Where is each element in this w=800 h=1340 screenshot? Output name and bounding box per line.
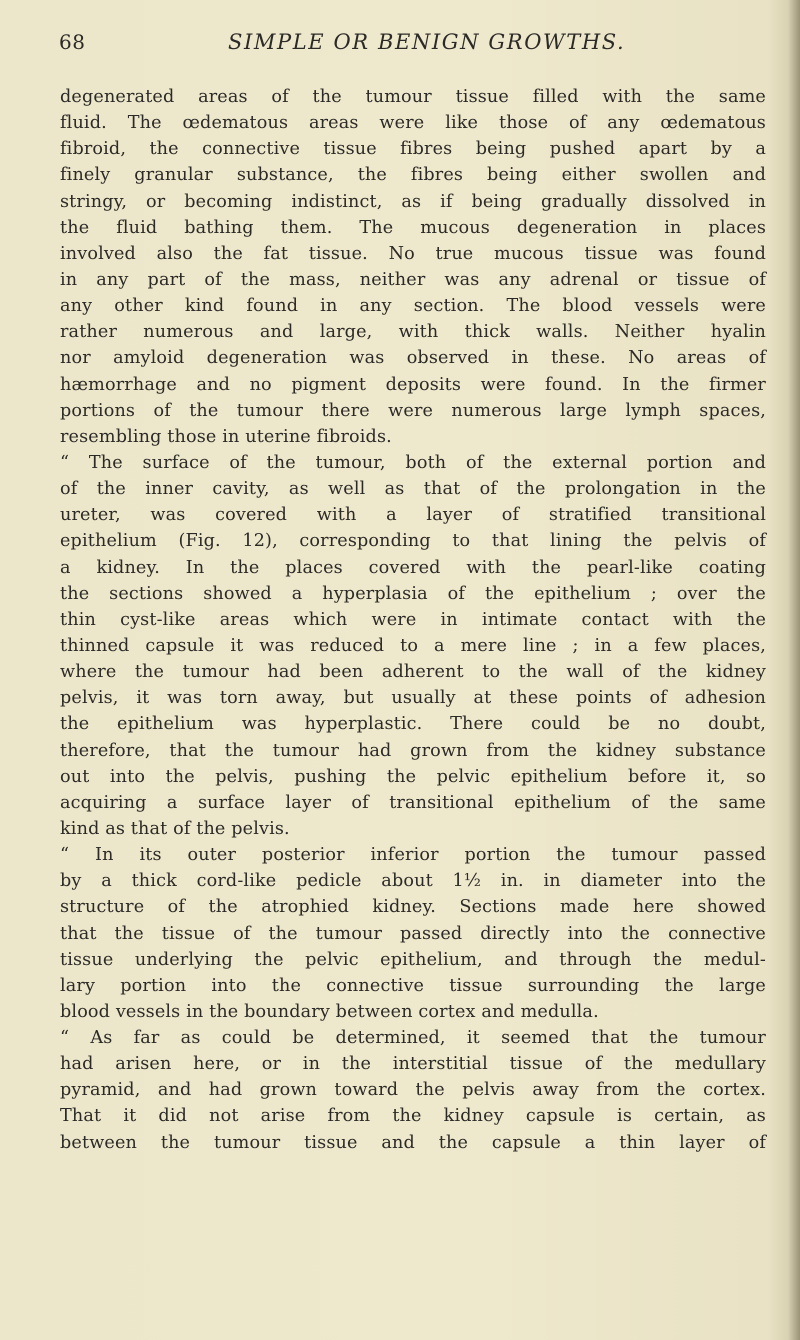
text-line: “ The surface of the tumour, both of the external portion and xyxy=(60,452,766,473)
text-line: That it did not arise from the kidney capsule is certain, as xyxy=(60,1106,766,1127)
text-line: thin cyst-like areas which were in intimate contact with the xyxy=(60,609,766,630)
text-line: out into the pelvis, pushing the pelvic epithelium before it, so xyxy=(60,766,766,787)
text-line: degenerated areas of the tumour tissue filled with the same xyxy=(60,87,766,107)
text-line: pelvis, it was torn away, but usually at these points of adhesion xyxy=(60,688,766,709)
text-line: of the inner cavity, as well as that of the prolongation in the xyxy=(60,479,766,500)
text-line: pyramid, and had grown toward the pelvis away from the cortex. xyxy=(60,1080,766,1101)
text-line: “ As far as could be determined, it seemed that the tumour xyxy=(60,1028,766,1049)
text-line: “ In its outer posterior inferior portion the tumour passed xyxy=(60,845,766,866)
text-line: ureter, was covered with a layer of stratified transitional xyxy=(60,505,766,526)
text-line: tissue underlying the pelvic epithelium, and through the medul- xyxy=(60,949,766,970)
text-line: lary portion into the connective tissue surrounding the large xyxy=(60,975,766,996)
text-line: nor amyloid degeneration was observed in these. No areas of xyxy=(60,348,766,369)
text-line: fluid. The œdematous areas were like those of any œdematous xyxy=(60,113,766,134)
running-title: SIMPLE OR BENIGN GROWTHS. xyxy=(228,30,626,54)
text-line: the epithelium was hyperplastic. There could be no doubt, xyxy=(60,714,766,735)
text-line: finely granular substance, the fibres being either swollen and xyxy=(60,165,766,186)
text-line: the sections showed a hyperplasia of the epithelium ; over the xyxy=(60,583,766,604)
text-line: epithelium (Fig. 12), corresponding to that lining the pelvis of xyxy=(60,531,766,552)
text-line: by a thick cord-like pedicle about 1½ in. in diameter into the xyxy=(60,871,766,892)
text-line: the fluid bathing them. The mucous degeneration in places xyxy=(60,217,766,238)
text-line: in any part of the mass, neither was any adrenal or tissue of xyxy=(60,269,766,290)
text-line: involved also the fat tissue. No true mucous tissue was found xyxy=(60,243,766,264)
text-line: where the tumour had been adherent to the wall of the kidney xyxy=(60,662,766,683)
text-line: acquiring a surface layer of transitional epithelium of the same xyxy=(60,792,766,813)
text-line: blood vessels in the boundary between cortex and medulla. xyxy=(60,1001,599,1022)
page-edge-shadow xyxy=(788,0,800,1340)
text-line: had arisen here, or in the interstitial tissue of the medullary xyxy=(60,1054,766,1075)
text-line: any other kind found in any section. The blood vessels were xyxy=(60,296,766,317)
text-line: hæmorrhage and no pigment deposits were found. In the firmer xyxy=(60,374,766,395)
text-line: rather numerous and large, with thick walls. Neither hyalin xyxy=(60,322,766,343)
text-line: resembling those in uterine fibroids. xyxy=(60,426,392,447)
text-line: a kidney. In the places covered with the pearl-like coating xyxy=(60,557,766,578)
text-line: portions of the tumour there were numerous large lymph spaces, xyxy=(60,400,766,421)
text-line: fibroid, the connective tissue fibres being pushed apart by a xyxy=(60,139,766,160)
text-line: kind as that of the pelvis. xyxy=(60,818,290,839)
text-line: that the tissue of the tumour passed directly into the connective xyxy=(60,923,766,944)
text-line: therefore, that the tumour had grown from the kidney substance xyxy=(60,740,766,761)
text-line: between the tumour tissue and the capsule a thin layer of xyxy=(60,1132,766,1153)
text-line: thinned capsule it was reduced to a mere line ; in a few places, xyxy=(60,635,766,656)
text-line: stringy, or becoming indistinct, as if being gradually dissolved in xyxy=(60,191,766,212)
page-number: 68 xyxy=(59,30,86,54)
text-line: structure of the atrophied kidney. Sections made here showed xyxy=(60,897,766,918)
body-text xyxy=(60,84,766,1156)
